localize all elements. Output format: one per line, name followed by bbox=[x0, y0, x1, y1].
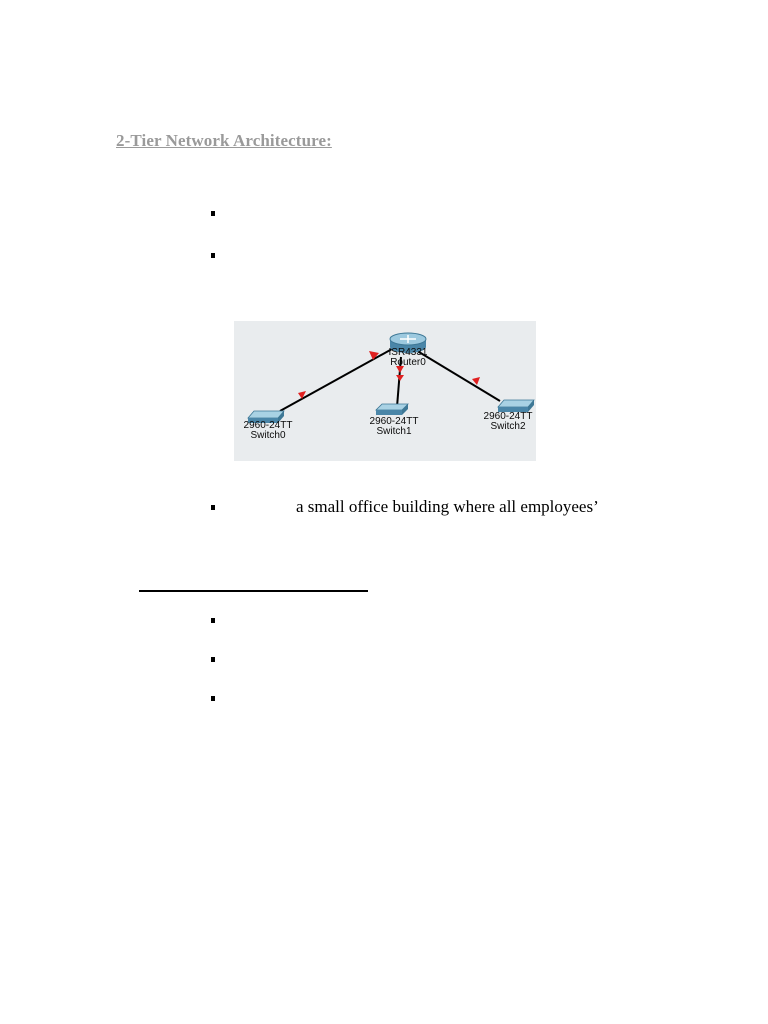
router-name-label: Router0 bbox=[390, 357, 426, 368]
bullet-point bbox=[211, 618, 215, 623]
bullet-point bbox=[211, 657, 215, 662]
bullet-point bbox=[211, 253, 215, 258]
switch2-name-label: Switch2 bbox=[490, 421, 526, 432]
switch0-model-label: 2960-24TT bbox=[243, 420, 293, 431]
switch2-model-label: 2960-24TT bbox=[483, 411, 533, 422]
router-model-label: ISR4331 bbox=[388, 347, 428, 358]
port-indicator-icon bbox=[396, 375, 404, 381]
bullet-point bbox=[211, 211, 215, 216]
network-topology-diagram bbox=[234, 321, 536, 461]
heading-underline bbox=[139, 590, 368, 592]
bullet-point bbox=[211, 696, 215, 701]
switch1-icon[interactable] bbox=[376, 404, 408, 415]
bullet-point bbox=[211, 505, 215, 510]
topology-svg bbox=[234, 321, 536, 461]
link-router-switch0 bbox=[280, 349, 392, 411]
port-indicator-icon bbox=[369, 351, 379, 360]
bullet-text: a small office building where all employees’ bbox=[296, 497, 599, 516]
section-heading: 2-Tier Network Architecture: bbox=[116, 131, 332, 150]
switch1-name-label: Switch1 bbox=[376, 426, 412, 437]
switch0-name-label: Switch0 bbox=[250, 430, 286, 441]
switch1-model-label: 2960-24TT bbox=[369, 416, 419, 427]
